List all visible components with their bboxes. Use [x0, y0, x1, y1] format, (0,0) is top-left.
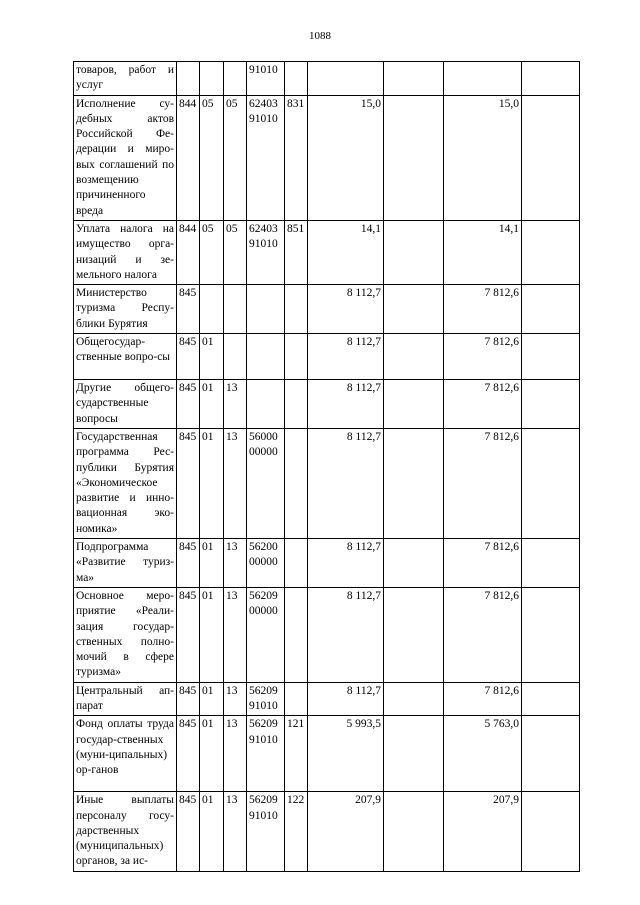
- amount-3: 7 812,6: [444, 587, 522, 682]
- target-article-code: 56209 00000: [247, 587, 285, 682]
- amount-2: [384, 220, 444, 284]
- subsection-code: 13: [224, 716, 247, 792]
- amount-4: [522, 716, 580, 792]
- amount-3: 7 812,6: [444, 539, 522, 588]
- subsection-code: 13: [224, 587, 247, 682]
- amount-2: [384, 334, 444, 380]
- amount-1: 5 993,5: [308, 716, 384, 792]
- expense-type-code: [285, 587, 308, 682]
- department-code: 844: [177, 220, 200, 284]
- target-article-code: 56209 91010: [247, 682, 285, 716]
- amount-1: 8 112,7: [308, 428, 384, 538]
- amount-1: 207,9: [308, 792, 384, 871]
- row-name: Иные выплаты персоналу госу-дарственных (муниципальных) органов, за ис-: [74, 792, 177, 871]
- subsection-code: 13: [224, 682, 247, 716]
- table-row: [74, 334, 580, 380]
- target-article-code: [247, 285, 285, 334]
- expense-type-code: [285, 285, 308, 334]
- subsection-code: 13: [224, 428, 247, 538]
- section-code: 01: [200, 539, 224, 588]
- amount-2: [384, 682, 444, 716]
- amount-3: [444, 62, 522, 96]
- expense-type-code: 122: [285, 792, 308, 871]
- amount-1: 8 112,7: [308, 682, 384, 716]
- amount-2: [384, 95, 444, 220]
- amount-3: 7 812,6: [444, 682, 522, 716]
- target-article-code: 62403 91010: [247, 220, 285, 284]
- row-name: Государственная программа Рес-публики Бурятия «Экономическое развитие и инно-вационная эко-номика»: [74, 428, 177, 538]
- amount-1: 8 112,7: [308, 334, 384, 380]
- amount-1: 14,1: [308, 220, 384, 284]
- subsection-code: 05: [224, 220, 247, 284]
- target-article-code: [247, 380, 285, 429]
- amount-2: [384, 587, 444, 682]
- expense-type-code: [285, 62, 308, 96]
- target-article-code: 56209 91010: [247, 716, 285, 792]
- amount-2: [384, 792, 444, 871]
- department-code: 845: [177, 682, 200, 716]
- amount-3: 7 812,6: [444, 334, 522, 380]
- table-row: [74, 95, 580, 220]
- row-name: Основное меро-приятие «Реали-зация государ-ственных полно-мочий в сфере туризма»: [74, 587, 177, 682]
- target-article-code: 56000 00000: [247, 428, 285, 538]
- section-code: 01: [200, 682, 224, 716]
- amount-4: [522, 62, 580, 96]
- expense-type-code: 851: [285, 220, 308, 284]
- section-code: 01: [200, 334, 224, 380]
- amount-1: 8 112,7: [308, 587, 384, 682]
- expense-type-code: [285, 334, 308, 380]
- row-name: Подпрограмма «Развитие туриз-ма»: [74, 539, 177, 588]
- target-article-code: 62403 91010: [247, 95, 285, 220]
- budget-table: [73, 61, 580, 872]
- amount-2: [384, 539, 444, 588]
- department-code: [177, 62, 200, 96]
- section-code: [200, 62, 224, 96]
- subsection-code: 13: [224, 380, 247, 429]
- department-code: 845: [177, 334, 200, 380]
- subsection-code: [224, 62, 247, 96]
- department-code: 845: [177, 587, 200, 682]
- target-article-code: 56209 91010: [247, 792, 285, 871]
- amount-4: [522, 792, 580, 871]
- section-code: 05: [200, 220, 224, 284]
- table-row: [74, 587, 580, 682]
- expense-type-code: [285, 539, 308, 588]
- row-name: товаров, работ и услуг: [74, 62, 177, 96]
- row-name: Центральный ап-парат: [74, 682, 177, 716]
- expense-type-code: 121: [285, 716, 308, 792]
- subsection-code: 05: [224, 95, 247, 220]
- department-code: 844: [177, 95, 200, 220]
- amount-1: [308, 62, 384, 96]
- department-code: 845: [177, 380, 200, 429]
- subsection-code: [224, 285, 247, 334]
- amount-4: [522, 380, 580, 429]
- section-code: 01: [200, 587, 224, 682]
- amount-1: 8 112,7: [308, 539, 384, 588]
- amount-4: [522, 682, 580, 716]
- page-number: 1088: [309, 30, 331, 42]
- row-name: Фонд оплаты труда государ-ственных (муни-ципальных) ор-ганов: [74, 716, 177, 792]
- amount-3: 5 763,0: [444, 716, 522, 792]
- amount-3: 207,9: [444, 792, 522, 871]
- table-row: [74, 682, 580, 716]
- target-article-code: 91010: [247, 62, 285, 96]
- amount-3: 14,1: [444, 220, 522, 284]
- amount-2: [384, 285, 444, 334]
- table-row: [74, 716, 580, 792]
- department-code: 845: [177, 428, 200, 538]
- amount-1: 8 112,7: [308, 285, 384, 334]
- department-code: 845: [177, 792, 200, 871]
- amount-3: 7 812,6: [444, 285, 522, 334]
- table-row: [74, 62, 580, 96]
- table-row: [74, 220, 580, 284]
- table-row: [74, 792, 580, 871]
- amount-4: [522, 539, 580, 588]
- table-row: [74, 539, 580, 588]
- amount-2: [384, 716, 444, 792]
- section-code: 01: [200, 428, 224, 538]
- section-code: [200, 285, 224, 334]
- section-code: 01: [200, 716, 224, 792]
- amount-1: 15,0: [308, 95, 384, 220]
- target-article-code: 56200 00000: [247, 539, 285, 588]
- expense-type-code: [285, 682, 308, 716]
- amount-4: [522, 220, 580, 284]
- subsection-code: [224, 334, 247, 380]
- department-code: 845: [177, 539, 200, 588]
- amount-2: [384, 428, 444, 538]
- table-row: [74, 428, 580, 538]
- target-article-code: [247, 334, 285, 380]
- section-code: 05: [200, 95, 224, 220]
- amount-2: [384, 62, 444, 96]
- section-code: 01: [200, 792, 224, 871]
- table-row: [74, 285, 580, 334]
- expense-type-code: [285, 380, 308, 429]
- row-name: Общегосудар-ственные вопро-сы: [74, 334, 177, 380]
- amount-4: [522, 285, 580, 334]
- subsection-code: 13: [224, 539, 247, 588]
- amount-4: [522, 95, 580, 220]
- amount-3: 7 812,6: [444, 428, 522, 538]
- amount-2: [384, 380, 444, 429]
- amount-4: [522, 587, 580, 682]
- section-code: 01: [200, 380, 224, 429]
- table-row: [74, 380, 580, 429]
- department-code: 845: [177, 285, 200, 334]
- amount-3: 7 812,6: [444, 380, 522, 429]
- row-name: Исполнение су-дебных актов Российской Фе-дерации и миро-вых соглашений по возмещению причиненного вреда: [74, 95, 177, 220]
- subsection-code: 13: [224, 792, 247, 871]
- row-name: Уплата налога на имущество орга-низаций и зе-мельного налога: [74, 220, 177, 284]
- department-code: 845: [177, 716, 200, 792]
- amount-3: 15,0: [444, 95, 522, 220]
- amount-1: 8 112,7: [308, 380, 384, 429]
- row-name: Другие общего-сударственные вопросы: [74, 380, 177, 429]
- expense-type-code: 831: [285, 95, 308, 220]
- amount-4: [522, 428, 580, 538]
- row-name: Министерство туризма Респу-блики Бурятия: [74, 285, 177, 334]
- amount-4: [522, 334, 580, 380]
- expense-type-code: [285, 428, 308, 538]
